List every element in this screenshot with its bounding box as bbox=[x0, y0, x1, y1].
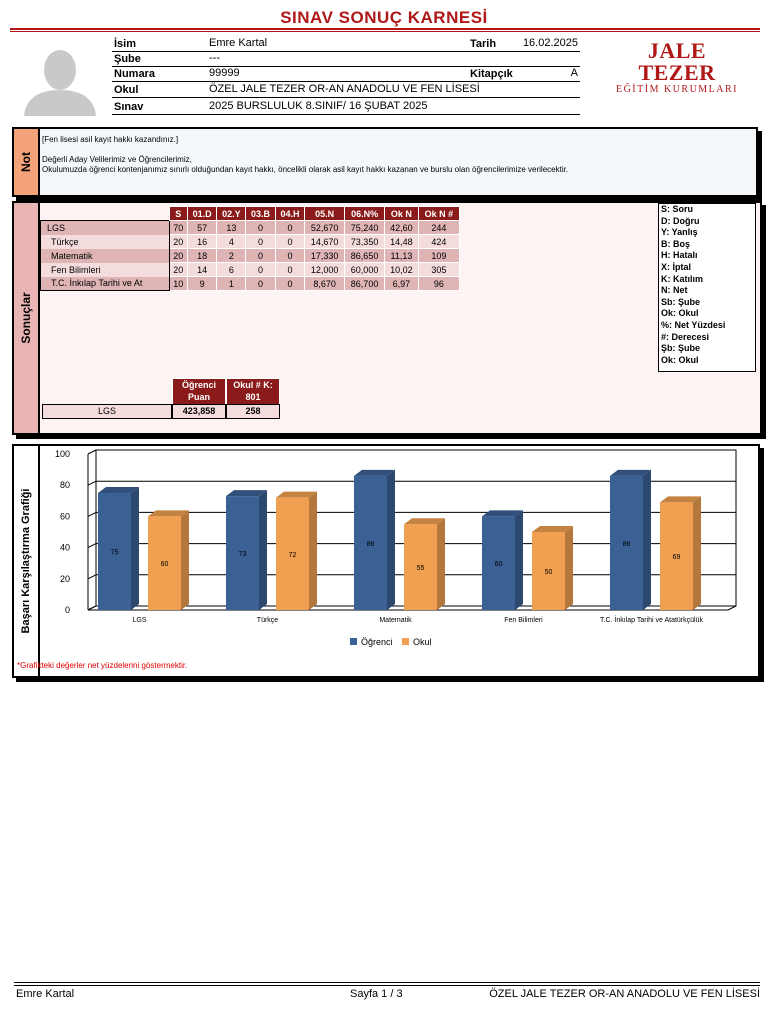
sube-value: --- bbox=[209, 52, 220, 64]
table-cell: 0 bbox=[275, 235, 304, 249]
footer-page: Sayfa 1 / 3 bbox=[350, 988, 403, 1000]
bar-value-label: 69 bbox=[672, 554, 681, 562]
legend-entry: Y: Yanlış bbox=[661, 227, 698, 238]
col-header: S bbox=[169, 207, 187, 221]
table-cell: 6 bbox=[217, 263, 246, 277]
ogrenci-puan-header bbox=[172, 378, 226, 405]
table-cell: 14,670 bbox=[305, 235, 345, 249]
gridline-diagonal bbox=[88, 512, 96, 516]
x-tick-label: LGS bbox=[132, 617, 147, 624]
sinav-label: Sınav bbox=[114, 101, 144, 113]
table-cell: 17,330 bbox=[305, 249, 345, 263]
table-cell: 8,670 bbox=[305, 277, 345, 291]
gridline-diagonal bbox=[88, 450, 96, 454]
table-row bbox=[41, 249, 460, 263]
okul-value: ÖZEL JALE TEZER OR-AN ANADOLU VE FEN LİSESİ bbox=[209, 83, 480, 95]
note-line-1: [Fen lisesi asil kayıt hakkı kazandınız.] bbox=[42, 135, 179, 144]
table-cell: 11,13 bbox=[385, 249, 419, 263]
table-cell: 10 bbox=[169, 277, 187, 291]
kitapcik-label: Kitapçık bbox=[470, 68, 513, 80]
note-panel bbox=[12, 127, 758, 197]
footer-rule-2 bbox=[14, 985, 760, 986]
puan-value: 423,858 bbox=[172, 404, 226, 419]
sube-label: Şube bbox=[114, 53, 141, 65]
col-header: Ok N # bbox=[418, 207, 459, 221]
sinav-value: 2025 BURSLULUK 8.SINIF/ 16 ŞUBAT 2025 bbox=[209, 100, 428, 112]
table-cell: 20 bbox=[169, 249, 187, 263]
table-cell: 86,650 bbox=[345, 249, 385, 263]
note-line-3: Okulumuzda öğrenci kontenjanımız sınırlı olduğundan kayıt hakkı, öncelikli olarak asil kayıt hakkı kazanan ve burslu olan öğrencilerimize verilecektir. bbox=[42, 165, 569, 174]
footer-rule bbox=[14, 982, 760, 983]
table-cell: 73,350 bbox=[345, 235, 385, 249]
tarih-value: 16.02.2025 bbox=[522, 37, 578, 49]
row-name: Türkçe bbox=[41, 235, 170, 249]
person-silhouette-icon bbox=[20, 44, 100, 116]
table-cell: 10,02 bbox=[385, 263, 419, 277]
legend-swatch bbox=[402, 638, 409, 645]
table-cell: 1 bbox=[217, 277, 246, 291]
puan-row-label: LGS bbox=[42, 404, 172, 419]
table-cell: 244 bbox=[418, 221, 459, 235]
info-row-isim bbox=[112, 36, 580, 52]
table-cell: 424 bbox=[418, 235, 459, 249]
legend-entry: N: Net bbox=[661, 285, 688, 296]
school-logo bbox=[612, 40, 742, 96]
title-rule-thin bbox=[10, 31, 760, 32]
y-tick-label: 60 bbox=[59, 511, 70, 522]
info-row-sinav bbox=[112, 99, 580, 115]
table-cell: 14 bbox=[187, 263, 216, 277]
table-cell: 305 bbox=[418, 263, 459, 277]
logo-line-2: EĞİTİM KURUMLARI bbox=[615, 84, 739, 95]
bar-value-label: 72 bbox=[288, 551, 297, 559]
table-cell: 16 bbox=[187, 235, 216, 249]
title-rule bbox=[10, 28, 760, 30]
table-cell: 0 bbox=[246, 249, 275, 263]
y-tick-label: 20 bbox=[59, 573, 70, 584]
avatar bbox=[20, 44, 100, 116]
y-tick-label: 100 bbox=[54, 449, 70, 459]
x-tick-label: Matematik bbox=[379, 617, 412, 624]
results-tab-label: Sonuçlar bbox=[19, 292, 33, 344]
table-row bbox=[41, 235, 460, 249]
isim-value: Emre Kartal bbox=[209, 37, 268, 49]
bar-value-label: 75 bbox=[110, 549, 119, 557]
info-row-sube bbox=[112, 51, 580, 67]
bar-side bbox=[437, 518, 445, 610]
chart-tab bbox=[14, 446, 40, 676]
table-cell: 86,700 bbox=[345, 277, 385, 291]
bar-value-label: 86 bbox=[366, 540, 375, 548]
note-tab bbox=[14, 129, 40, 195]
chart-tab-label: Başarı Karşılaştırma Grafiği bbox=[20, 488, 32, 634]
kitapcik-value: A bbox=[570, 67, 578, 79]
table-cell: 60,000 bbox=[345, 263, 385, 277]
chart-footnote: *Grafikteki değerler net yüzdelerini göstermektir. bbox=[17, 661, 188, 670]
legend-entry: K: Katılım bbox=[661, 273, 704, 284]
table-cell: 70 bbox=[169, 221, 187, 235]
bar-side bbox=[259, 490, 267, 610]
legend-label: Okul bbox=[413, 637, 432, 647]
legend-entry: D: Doğru bbox=[661, 215, 700, 226]
table-cell: 0 bbox=[275, 263, 304, 277]
bar-value-label: 60 bbox=[494, 561, 503, 569]
results-table bbox=[40, 206, 460, 291]
bar-value-label: 73 bbox=[238, 551, 247, 559]
info-row-okul bbox=[112, 82, 580, 98]
note-line-2: Değerli Aday Velilerimiz ve Öğrencilerimiz, bbox=[42, 155, 192, 164]
table-cell: 52,670 bbox=[305, 221, 345, 235]
table-cell: 0 bbox=[246, 221, 275, 235]
col-header: 03.B bbox=[246, 207, 275, 221]
x-tick-label: Türkçe bbox=[256, 617, 279, 624]
y-tick-label: 40 bbox=[59, 542, 70, 553]
bar-value-label: 55 bbox=[416, 565, 425, 573]
table-cell: 0 bbox=[275, 249, 304, 263]
table-cell: 20 bbox=[169, 263, 187, 277]
col-header: 01.D bbox=[187, 207, 216, 221]
col-header: 05.N bbox=[305, 207, 345, 221]
table-cell: 4 bbox=[217, 235, 246, 249]
x-tick-label: T.C. İnkılap Tarihi ve Atatürkçülük bbox=[600, 617, 703, 624]
note-tab-label: Not bbox=[19, 152, 33, 172]
page-title: SINAV SONUÇ KARNESİ bbox=[280, 8, 488, 27]
legend-entry: B: Boş bbox=[661, 238, 690, 249]
bar-side bbox=[387, 470, 395, 610]
okul-rank-value: 258 bbox=[226, 404, 280, 419]
col-header: 04.H bbox=[275, 207, 304, 221]
table-cell: 0 bbox=[246, 263, 275, 277]
bar-chart bbox=[40, 448, 756, 660]
logo-line-1: JALE TEZER bbox=[638, 38, 716, 85]
bar-side bbox=[693, 496, 701, 610]
row-name: Fen Bilimleri bbox=[41, 263, 170, 277]
table-cell: 0 bbox=[275, 277, 304, 291]
table-cell: 42,60 bbox=[385, 221, 419, 235]
col-header: 02.Y bbox=[217, 207, 246, 221]
y-tick-label: 0 bbox=[64, 605, 70, 615]
bar-side bbox=[309, 492, 317, 610]
table-cell: 20 bbox=[169, 235, 187, 249]
legend-entry: Sb: Şube bbox=[661, 296, 701, 307]
table-cell: 9 bbox=[187, 277, 216, 291]
y-tick-label: 80 bbox=[59, 480, 70, 491]
abbreviation-legend bbox=[658, 203, 756, 372]
table-cell: 6,97 bbox=[385, 277, 419, 291]
legend-entry: Ok: Okul bbox=[661, 308, 699, 319]
legend-entry: H: Hatalı bbox=[661, 250, 698, 261]
isim-label: İsim bbox=[114, 38, 137, 50]
table-row bbox=[41, 221, 460, 235]
bar-side bbox=[643, 470, 651, 610]
puan-head-line-2: Puan bbox=[187, 392, 210, 402]
table-row bbox=[41, 263, 460, 277]
table-cell: 109 bbox=[418, 249, 459, 263]
okul-label: Okul bbox=[114, 84, 139, 96]
table-row bbox=[41, 277, 460, 291]
table-cell: 12,000 bbox=[305, 263, 345, 277]
okul-head-line-1: Okul # K: bbox=[233, 380, 273, 390]
table-cell: 75,240 bbox=[345, 221, 385, 235]
legend-entry: %: Net Yüzdesi bbox=[661, 319, 726, 330]
table-cell: 0 bbox=[275, 221, 304, 235]
bar-value-label: 60 bbox=[160, 561, 169, 569]
table-cell: 14,48 bbox=[385, 235, 419, 249]
info-row-numara bbox=[112, 66, 580, 82]
okul-rank-header bbox=[226, 378, 280, 405]
bar-value-label: 50 bbox=[544, 569, 553, 576]
table-corner bbox=[41, 207, 170, 221]
table-cell: 18 bbox=[187, 249, 216, 263]
footer-name: Emre Kartal bbox=[16, 988, 75, 1000]
table-cell: 96 bbox=[418, 277, 459, 291]
puan-head-line-1: Öğrenci bbox=[181, 380, 216, 390]
numara-label: Numara bbox=[114, 68, 155, 80]
numara-value: 99999 bbox=[209, 67, 240, 79]
table-cell: 13 bbox=[217, 221, 246, 235]
row-name: LGS bbox=[41, 221, 170, 235]
row-name: Matematik bbox=[41, 249, 170, 263]
tarih-label: Tarih bbox=[470, 38, 497, 50]
col-header: 06.N% bbox=[345, 207, 385, 221]
legend-entry: Şb: Şube bbox=[661, 343, 701, 354]
row-name: T.C. İnkılap Tarihi ve At bbox=[41, 277, 170, 291]
bar-side bbox=[181, 510, 189, 610]
gridline-diagonal bbox=[88, 544, 96, 548]
footer-school: ÖZEL JALE TEZER OR-AN ANADOLU VE FEN LİSESİ bbox=[489, 988, 760, 1000]
legend-swatch bbox=[350, 638, 357, 645]
bar-side bbox=[131, 487, 139, 610]
bar-side bbox=[515, 510, 523, 610]
legend-label: Öğrenci bbox=[361, 637, 393, 647]
gridline-diagonal bbox=[88, 575, 96, 579]
legend-entry: #: Derecesi bbox=[661, 331, 710, 342]
gridline-diagonal bbox=[88, 481, 96, 485]
legend-entry: S: Soru bbox=[661, 204, 694, 214]
table-cell: 0 bbox=[246, 277, 275, 291]
bar-value-label: 86 bbox=[622, 540, 631, 548]
legend-entry: Ok: Okul bbox=[661, 354, 699, 365]
results-tab bbox=[14, 203, 40, 433]
legend-entry: X: İptal bbox=[661, 261, 692, 272]
table-cell: 57 bbox=[187, 221, 216, 235]
table-cell: 2 bbox=[217, 249, 246, 263]
col-header: Ok N bbox=[385, 207, 419, 221]
bar-side bbox=[565, 526, 573, 610]
table-cell: 0 bbox=[246, 235, 275, 249]
x-tick-label: Fen Bilimleri bbox=[504, 617, 543, 624]
okul-head-line-2: 801 bbox=[245, 392, 261, 402]
